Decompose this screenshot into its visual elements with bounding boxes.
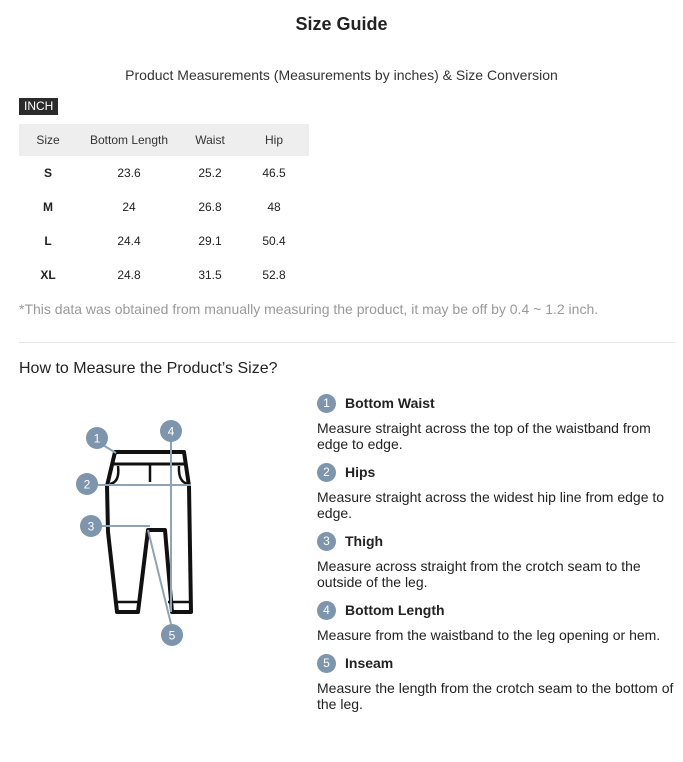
hip-cell: 48 (267, 200, 281, 214)
how-to-measure-heading: How to Measure the Product’s Size? (19, 360, 278, 377)
marker-1 (86, 427, 108, 449)
step-title: Bottom Length (345, 602, 445, 618)
step-number-badge: 5 (317, 654, 336, 673)
svg-text:1: 1 (93, 431, 101, 446)
step-description: Measure from the waistband to the leg opening or hem. (317, 627, 661, 643)
bottom-length-cell: 24.4 (117, 234, 141, 248)
step-description: Measure the length from the crotch seam to the bottom of the leg. (317, 680, 674, 712)
step-number-badge: 2 (317, 463, 336, 482)
marker-3 (80, 515, 102, 537)
svg-text:3: 3 (87, 519, 95, 534)
measurement-note: *This data was obtained from manually measuring the product, it may be off by 0.4 ~ 1.2 inch. (19, 301, 599, 317)
column-header-hip: Hip (264, 133, 283, 147)
hip-cell: 52.8 (262, 268, 286, 282)
table-header-row (19, 124, 309, 156)
marker-4 (160, 420, 182, 442)
step-thigh (317, 531, 677, 590)
svg-text:2: 2 (83, 477, 91, 492)
size-cell: M (43, 200, 53, 214)
waist-cell: 29.1 (198, 234, 222, 248)
waist-cell: 25.2 (198, 166, 222, 180)
waist-cell: 31.5 (198, 268, 222, 282)
step-title: Inseam (345, 655, 394, 671)
step-number-badge: 1 (317, 394, 336, 413)
table-row (19, 190, 309, 224)
step-description: Measure straight across the widest hip line from edge to edge. (317, 489, 665, 521)
step-description: Measure across straight from the crotch seam to the outside of the leg. (317, 558, 641, 590)
step-number-badge: 4 (317, 601, 336, 620)
step-title: Thigh (345, 533, 384, 549)
step-title: Hips (345, 464, 376, 480)
section-divider (19, 342, 675, 343)
step-hips (317, 462, 677, 521)
bottom-length-cell: 24.8 (117, 268, 141, 282)
size-cell: L (44, 234, 52, 248)
bottom-length-cell: 24 (122, 200, 136, 214)
waist-cell: 26.8 (198, 200, 222, 214)
step-inseam (317, 653, 677, 712)
step-number-badge: 3 (317, 532, 336, 551)
page-title: Size Guide (295, 14, 388, 34)
step-bottom-length (317, 600, 677, 643)
column-header-size: Size (36, 133, 60, 147)
step-bottom-waist (317, 393, 677, 452)
marker-5 (161, 624, 183, 646)
unit-tag: INCH (19, 98, 58, 115)
table-row (19, 156, 309, 190)
page-subtitle: Product Measurements (Measurements by inches) & Size Conversion (125, 67, 558, 83)
svg-text:5: 5 (168, 628, 176, 643)
marker-2 (76, 473, 98, 495)
column-header-bottom-length: Bottom Length (89, 133, 169, 147)
hip-cell: 50.4 (262, 234, 286, 248)
size-cell: S (43, 166, 52, 180)
pants-diagram (70, 412, 210, 652)
hip-cell: 46.5 (262, 166, 286, 180)
table-row (19, 258, 309, 292)
size-table (19, 124, 309, 292)
step-description: Measure straight across the top of the waistband from edge to edge. (317, 420, 651, 452)
step-title: Bottom Waist (345, 395, 435, 411)
size-cell: XL (40, 268, 56, 282)
table-row (19, 224, 309, 258)
bottom-length-cell: 23.6 (117, 166, 141, 180)
column-header-waist: Waist (195, 133, 225, 147)
svg-text:4: 4 (167, 424, 175, 439)
measurement-steps (317, 393, 677, 722)
